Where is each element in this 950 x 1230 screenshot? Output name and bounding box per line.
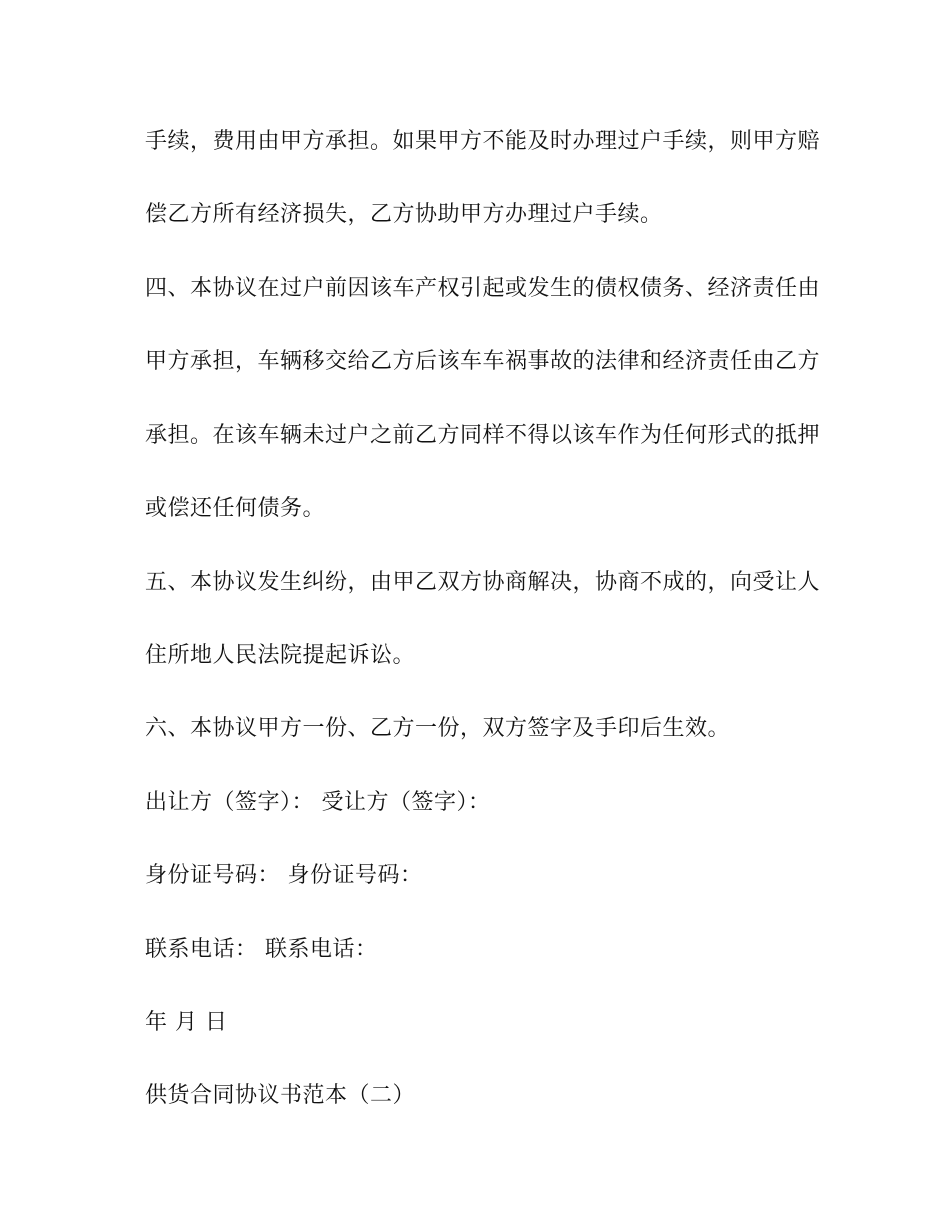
paragraph-line: 偿乙方所有经济损失，乙方协助甲方办理过户手续。 — [145, 202, 663, 227]
paragraph-line: 甲方承担，车辆移交给乙方后该车车祸事故的法律和经济责任由乙方 — [145, 349, 821, 374]
clause-four-line: 四、本协议在过户前因该车产权引起或发生的债权债务、经济责任由 — [145, 276, 821, 301]
section-title: 供货合同协议书范本（二） — [145, 1083, 416, 1108]
paragraph-line: 住所地人民法院提起诉讼。 — [145, 643, 416, 668]
clause-five-line: 五、本协议发生纠纷，由甲乙双方协商解决，协商不成的，向受让人 — [145, 570, 821, 595]
clause-six-line: 六、本协议甲方一份、乙方一份，双方签字及手印后生效。 — [145, 716, 731, 741]
paragraph-line: 承担。在该车辆未过户之前乙方同样不得以该车作为任何形式的抵押 — [145, 423, 821, 448]
signature-line: 出让方（签字）： 受让方（签字）： — [145, 790, 491, 815]
id-number-line: 身份证号码： 身份证号码： — [145, 863, 423, 888]
date-line: 年 月 日 — [145, 1010, 228, 1035]
phone-line: 联系电话： 联系电话： — [145, 937, 378, 962]
paragraph-line: 或偿还任何债务。 — [145, 496, 326, 521]
paragraph-line: 手续，费用由甲方承担。如果甲方不能及时办理过户手续，则甲方赔 — [145, 129, 821, 154]
